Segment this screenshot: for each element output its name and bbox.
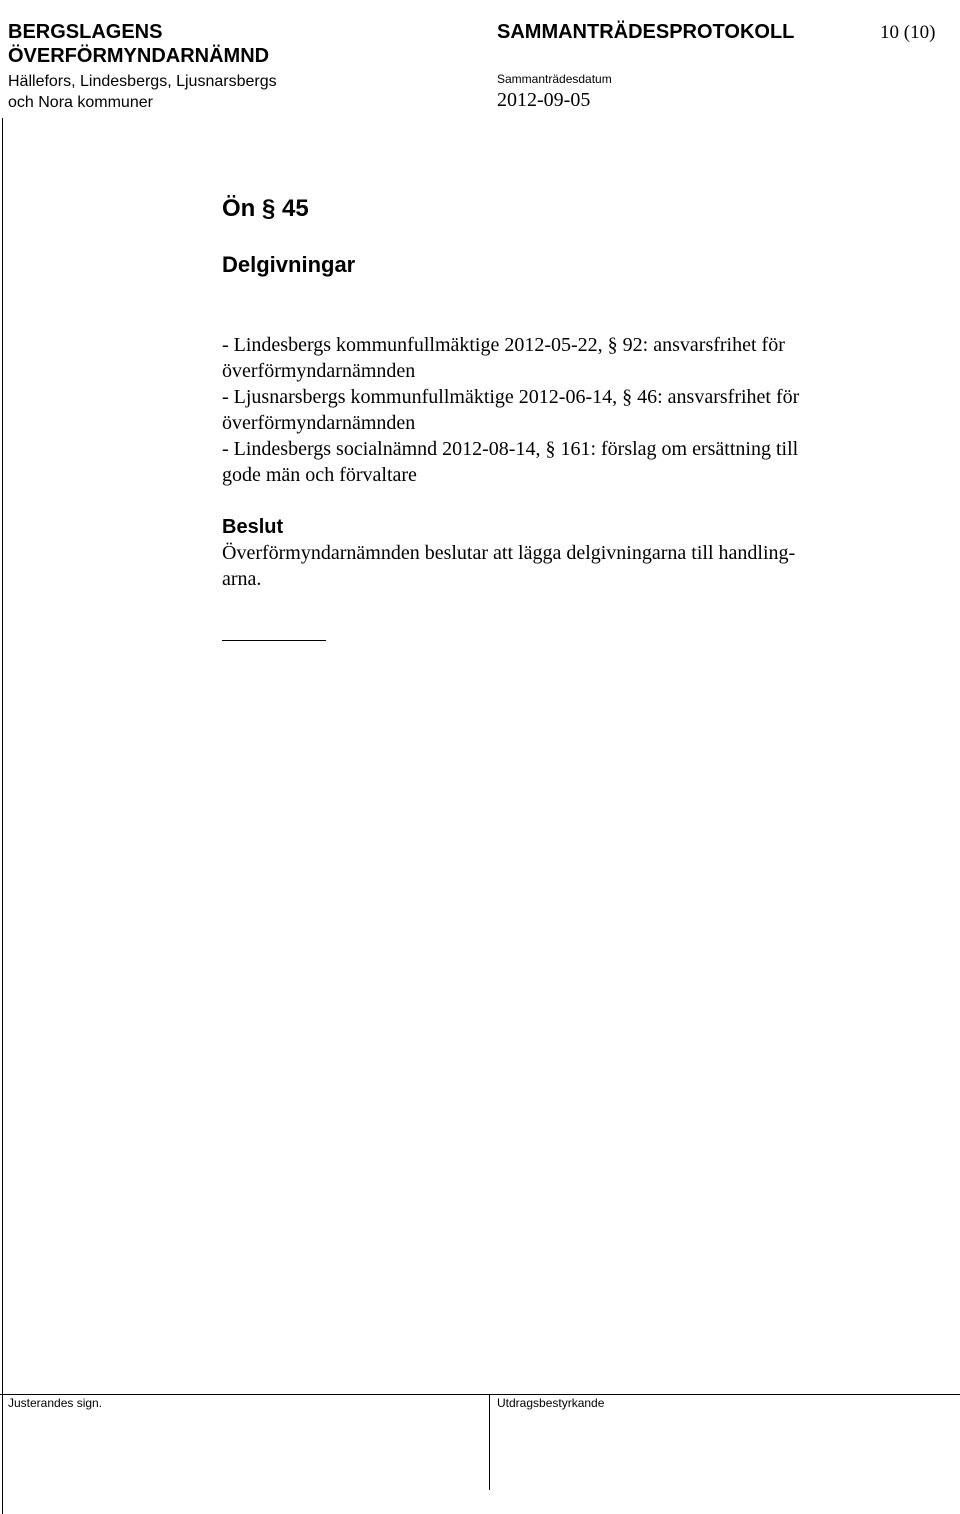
- meeting-date-value: 2012-09-05: [497, 89, 591, 111]
- decision-heading: Beslut: [222, 516, 284, 538]
- section-subtitle: Delgivningar: [222, 252, 356, 277]
- org-name-line2: ÖVERFÖRMYNDARNÄMND: [8, 45, 270, 67]
- left-margin-rule: [2, 118, 3, 1514]
- org-name-line1: BERGSLAGENS: [8, 21, 163, 43]
- org-municipalities-line1: Hällefors, Lindesbergs, Ljusnarsbergs: [8, 73, 277, 90]
- notice-line: - Ljusnarsbergs kommunfullmäktige 2012-06-14, § 46: ansvarsfrihet för: [222, 386, 800, 408]
- notice-line: överförmyndarnämnden: [222, 360, 416, 382]
- extract-certification-label: Utdragsbestyrkande: [497, 1396, 605, 1410]
- notice-line: överförmyndarnämnden: [222, 412, 416, 434]
- adjuster-signature-label: Justerandes sign.: [8, 1396, 103, 1410]
- footer-rule: [0, 1394, 960, 1395]
- notice-line: - Lindesbergs socialnämnd 2012-08-14, § 161: förslag om ersättning till: [222, 438, 799, 460]
- org-municipalities-line2: och Nora kommuner: [8, 94, 153, 111]
- notice-line: - Lindesbergs kommunfullmäktige 2012-05-22, § 92: ansvarsfrihet för: [222, 334, 785, 356]
- decision-text-line: arna.: [222, 568, 262, 590]
- section-title: Ön § 45: [222, 195, 309, 222]
- document-type: SAMMANTRÄDESPROTOKOLL: [497, 21, 795, 43]
- page-number: 10 (10): [880, 22, 936, 43]
- notice-line: gode män och förvaltare: [222, 464, 417, 486]
- footer-divider: [489, 1394, 490, 1490]
- section-end-rule: [222, 640, 326, 641]
- meeting-date-label: Sammanträdesdatum: [497, 72, 612, 86]
- decision-text-line: Överförmyndarnämnden beslutar att lägga delgivningarna till handling-: [222, 542, 796, 564]
